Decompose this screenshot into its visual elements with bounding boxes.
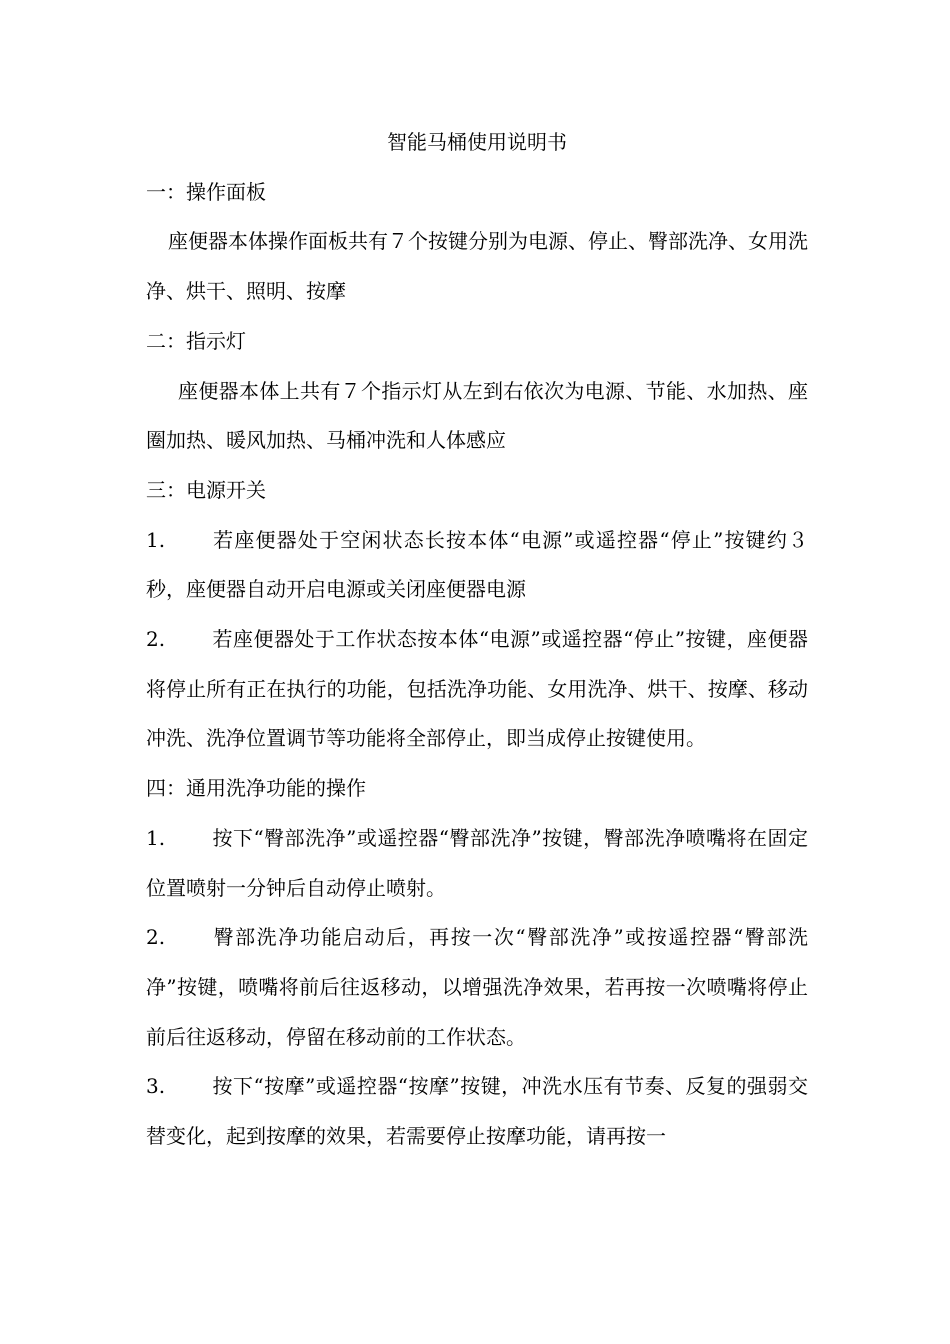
list-item	[146, 913, 808, 1062]
document-title: 智能马桶使用说明书	[387, 130, 567, 154]
section-heading: 三：电源开关	[146, 477, 266, 502]
list-item-number: 3.	[146, 1074, 166, 1099]
list-item-number: 1.	[146, 825, 166, 850]
section-indicator-lights	[146, 317, 808, 466]
list-item	[146, 814, 808, 913]
section-general-washing	[146, 764, 808, 1162]
list-item-number: 1.	[146, 527, 166, 552]
section-heading: 一：操作面板	[146, 179, 266, 204]
list-item	[146, 516, 808, 615]
list-item-text: 按下“按摩”或遥控器“按摩”按键，冲洗水压有节奏、反复的强弱交替变化，起到按摩的效果，若需要停止按摩功能，请再按一	[146, 1074, 808, 1149]
list-item	[146, 1062, 808, 1161]
document-body	[146, 118, 808, 1162]
list-item-text: 若座便器处于空闲状态长按本体“电源”或遥控器“停止”按键约３秒，座便器自动开启电源或关闭座便器电源	[146, 527, 808, 602]
section-heading: 四：通用洗净功能的操作	[146, 776, 366, 801]
list-item	[146, 615, 808, 764]
section-operation-panel	[146, 168, 808, 317]
list-item-number: 2.	[146, 627, 166, 652]
section-paragraph: 座便器本体上共有７个指示灯从左到右依次为电源、节能、水加热、座圈加热、暖风加热、马桶冲洗和人体感应	[146, 378, 808, 453]
list-item-text: 若座便器处于工作状态按本体“电源”或遥控器“停止”按键，座便器将停止所有正在执行的功能，包括洗净功能、女用洗净、烘干、按摩、移动冲洗、洗净位置调节等功能将全部停止，即当成停止按键使用。	[146, 627, 808, 751]
section-paragraph: 座便器本体操作面板共有７个按键分别为电源、停止、臀部洗净、女用洗净、烘干、照明、按摩	[146, 229, 808, 304]
section-heading: 二：指示灯	[146, 328, 246, 353]
list-item-text: 臀部洗净功能启动后，再按一次“臀部洗净”或按遥控器“臀部洗净”按键，喷嘴将前后往返移动，以增强洗净效果，若再按一次喷嘴将停止前后往返移动，停留在移动前的工作状态。	[146, 925, 808, 1049]
section-power-switch	[146, 466, 808, 764]
list-item-number: 2.	[146, 925, 166, 950]
list-item-text: 按下“臀部洗净”或遥控器“臀部洗净”按键，臀部洗净喷嘴将在固定位置喷射一分钟后自动停止喷射。	[146, 825, 808, 900]
